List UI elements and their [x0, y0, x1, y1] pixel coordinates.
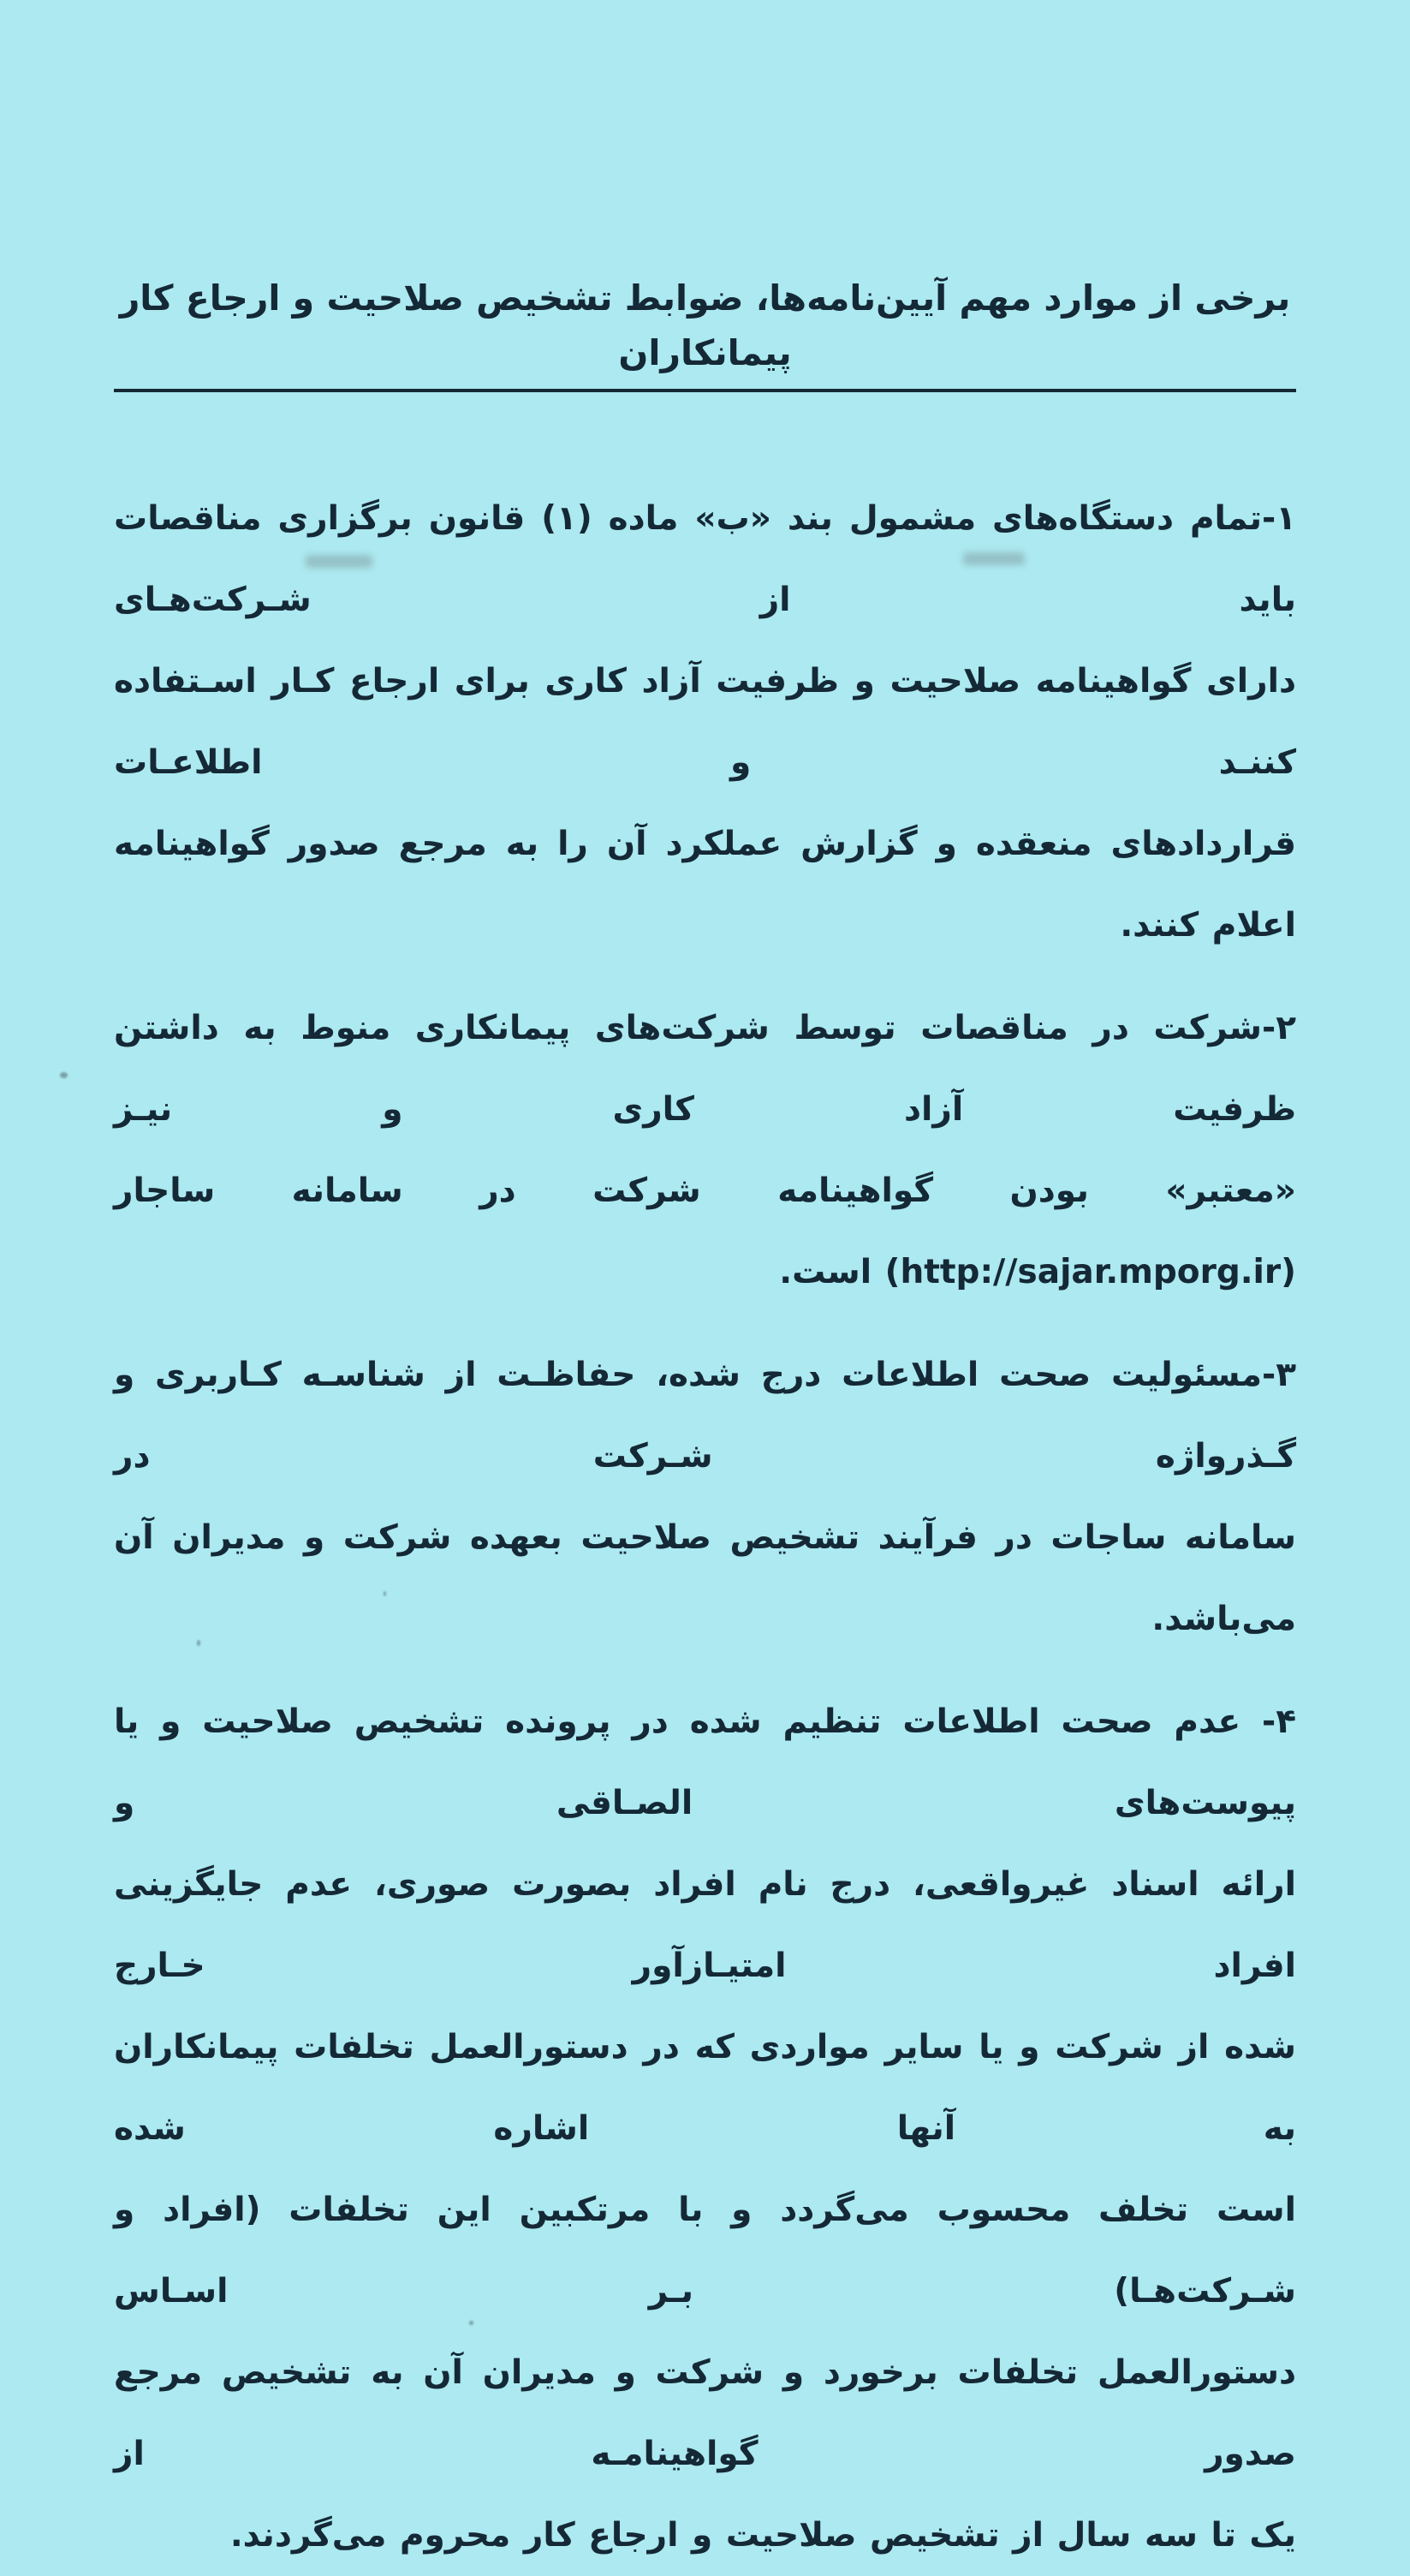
paragraph-line: دارای گواهینامه صلاحیت و ظرفیت آزاد کاری برای ارجاع کـار اسـتفاده کننـد و اطلاعـات: [114, 662, 1296, 782]
paragraph-line: ۴- عدم صحت اطلاعات تنظیم شده در پرونده تشخیص صلاحیت و یا پیوست‌های الصـاقی و: [114, 1702, 1296, 1822]
paragraph: [114, 1334, 1296, 1660]
paragraph-line: ۳-مسئولیت صحت اطلاعات درج شده، حفاظـت از شناسـه کـاربری و گـذرواژه شـرکت در: [114, 1356, 1296, 1476]
scan-artifact-speck: [60, 1072, 68, 1078]
document-title: برخی از موارد مهم آیین‌نامه‌ها، ضوابط تشخیص صلاحیت و ارجاع کار پیمانکاران: [114, 271, 1296, 392]
paragraph: [114, 987, 1296, 1313]
paragraph-line: قراردادهای منعقده و گزارش عملکرد آن را به مرجع صدور گواهینامه اعلام کنند.: [114, 825, 1296, 945]
scan-artifact-smudge: [306, 555, 372, 568]
paragraph-line: ۱-تمام دستگاه‌های مشمول بند «ب» ماده (۱) قانون برگزاری مناقصات باید از شـرکت‌هـای: [114, 499, 1296, 619]
scan-artifact-speck: [384, 1591, 386, 1596]
scan-artifact-smudge: [963, 552, 1025, 565]
scan-artifact-speck: [469, 2321, 473, 2325]
scan-artifact-speck: [197, 1640, 200, 1646]
paragraph-line: «معتبر» بودن گواهینامه شرکت در سامانه ساجار (http://sajar.mporg.ir) است.: [114, 1172, 1296, 1291]
paragraph-line: شده از شرکت و یا سایر مواردی که در دستورالعمل تخلفات پیمانکاران به آنها اشاره شده: [114, 2028, 1296, 2148]
paragraph: [114, 478, 1296, 966]
paragraph-line: دستورالعمل تخلفات برخورد و شرکت و مدیران آن به تشخیص مرجع صدور گواهینامـه از: [114, 2353, 1296, 2473]
paragraph: [114, 1681, 1296, 2576]
paragraph-line: ۲-شرکت در مناقصات توسط شرکت‌های پیمانکاری منوط به داشتن ظرفیت آزاد کاری و نیـز: [114, 1009, 1296, 1129]
paragraph-line: یک تا سه سال از تشخیص صلاحیت و ارجاع کار محروم می‌گردند.: [229, 2516, 1296, 2555]
paragraph-line: ارائه اسناد غیرواقعی، درج نام افراد بصورت صوری، عدم جایگزینی افراد امتیـازآور خـارج: [114, 1865, 1296, 1985]
document-body: [114, 478, 1296, 2576]
paragraph-line: است تخلف محسوب می‌گردد و با مرتکبین این تخلفات (افراد و شـرکت‌هـا) بـر اسـاس: [114, 2191, 1296, 2311]
paragraph-line: سامانه ساجات در فرآیند تشخیص صلاحیت بعهده شرکت و مدیران آن می‌باشد.: [114, 1518, 1296, 1638]
